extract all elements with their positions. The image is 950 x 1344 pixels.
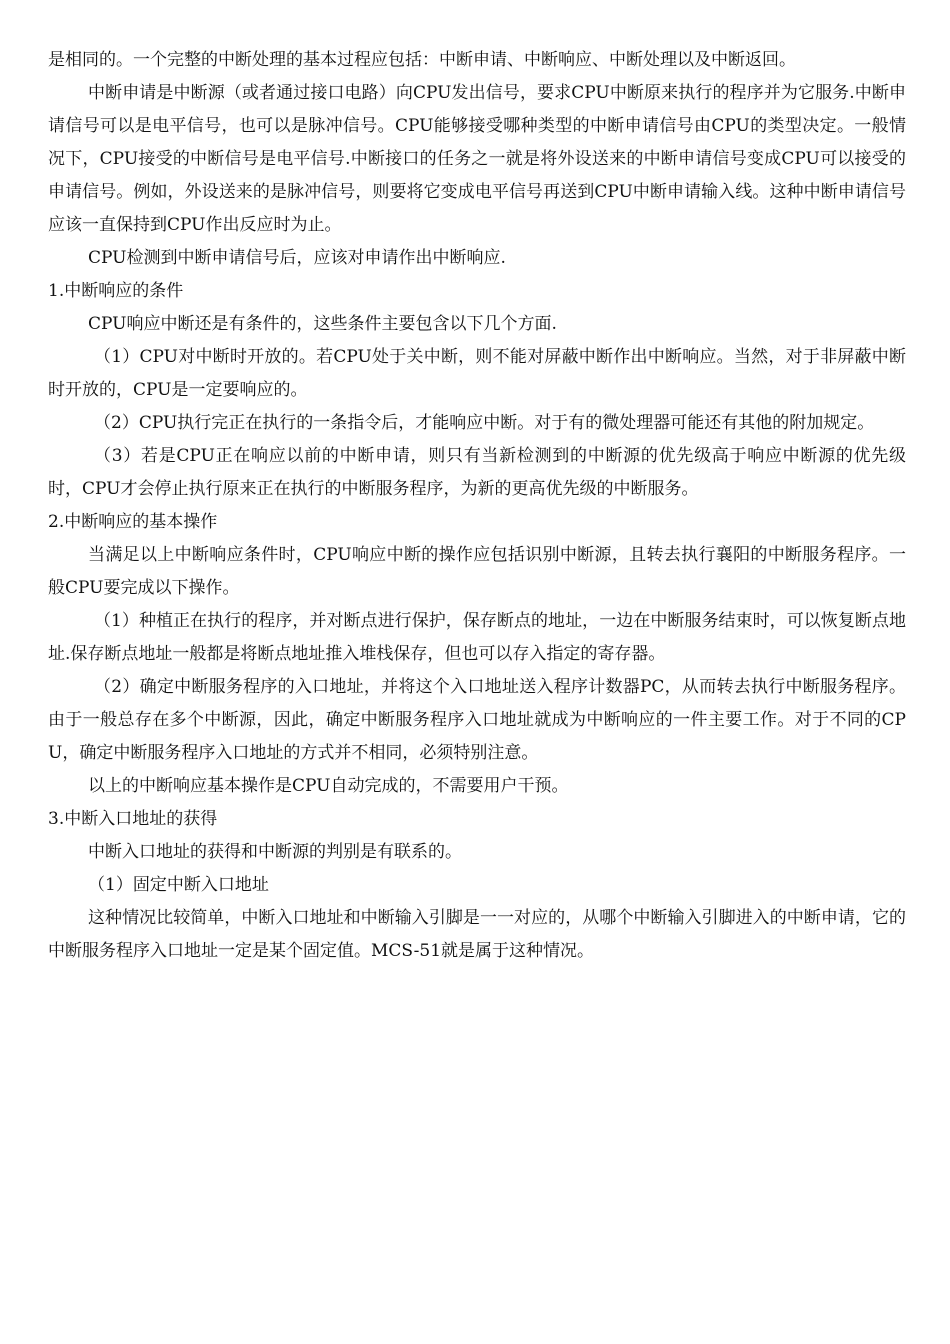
list-item-condition-3: （3）若是CPU正在响应以前的中断申请，则只有当新检测到的中断源的优先级高于响应中断源的优先级时，CPU才会停止执行原来正在执行的中断服务程序，为新的更高优先级的中断服务。 — [48, 446, 906, 499]
section-heading-1: 1.中断响应的条件 — [48, 281, 184, 301]
paragraph-auto-complete: 以上的中断响应基本操作是CPU自动完成的，不需要用户干预。 — [88, 776, 569, 796]
paragraph-operations-intro: 当满足以上中断响应条件时，CPU响应中断的操作应包括识别中断源，且转去执行襄阳的中断服务程序。一般CPU要完成以下操作。 — [48, 545, 906, 598]
list-item-operation-1: （1）种植正在执行的程序，并对断点进行保护，保存断点的地址，一边在中断服务结束时，可以恢复断点地址.保存断点地址一般都是将断点地址推入堆栈保存，但也可以存入指定的寄存器。 — [48, 611, 906, 664]
paragraph-continuation: 是相同的。一个完整的中断处理的基本过程应包括：中断申请、中断响应、中断处理以及中断返回。 — [48, 50, 796, 70]
list-item-operation-2: （2）确定中断服务程序的入口地址，并将这个入口地址送入程序计数器PC，从而转去执行中断服务程序。由于一般总存在多个中断源，因此，确定中断服务程序入口地址就成为中断响应的一件主要工作。对于不同的CPU，确定中断服务程序入口地址的方式并不相同，必须特别注意。 — [48, 677, 906, 763]
list-item-condition-2: （2）CPU执行完正在执行的一条指令后，才能响应中断。对于有的微处理器可能还有其他的附加规定。 — [94, 413, 875, 433]
paragraph-fixed-entry: 这种情况比较简单，中断入口地址和中断输入引脚是一一对应的，从哪个中断输入引脚进入的中断申请，它的中断服务程序入口地址一定是某个固定值。MCS-51就是属于这种情况。 — [48, 908, 906, 961]
document-page — [48, 44, 906, 968]
paragraph-conditions-intro: CPU响应中断还是有条件的，这些条件主要包含以下几个方面. — [88, 314, 557, 334]
paragraph-cpu-detect: CPU检测到中断申请信号后，应该对申请作出中断响应. — [88, 248, 506, 268]
list-item-condition-1: （1）CPU对中断时开放的。若CPU处于关中断，则不能对屏蔽中断作出中断响应。当然，对于非屏蔽中断时开放的，CPU是一定要响应的。 — [48, 347, 906, 400]
paragraph-interrupt-request: 中断申请是中断源（或者通过接口电路）向CPU发出信号，要求CPU中断原来执行的程序并为它服务.中断申请信号可以是电平信号，也可以是脉冲信号。CPU能够接受哪种类型的中断申请信号由CPU的类型决定。一般情况下，CPU接受的中断信号是电平信号.中断接口的任务之一就是将外设送来的中断申请信号变成CPU可以接受的申请信号。例如，外设送来的是脉冲信号，则要将它变成电平信号再送到CPU中断申请输入线。这种中断申请信号应该一直保持到CPU作出反应时为止。 — [48, 83, 906, 235]
section-heading-3: 3.中断入口地址的获得 — [48, 809, 218, 829]
section-heading-2: 2.中断响应的基本操作 — [48, 512, 218, 532]
subheading-fixed-entry: （1）固定中断入口地址 — [88, 875, 269, 895]
paragraph-entry-address-intro: 中断入口地址的获得和中断源的判别是有联系的。 — [88, 842, 462, 862]
